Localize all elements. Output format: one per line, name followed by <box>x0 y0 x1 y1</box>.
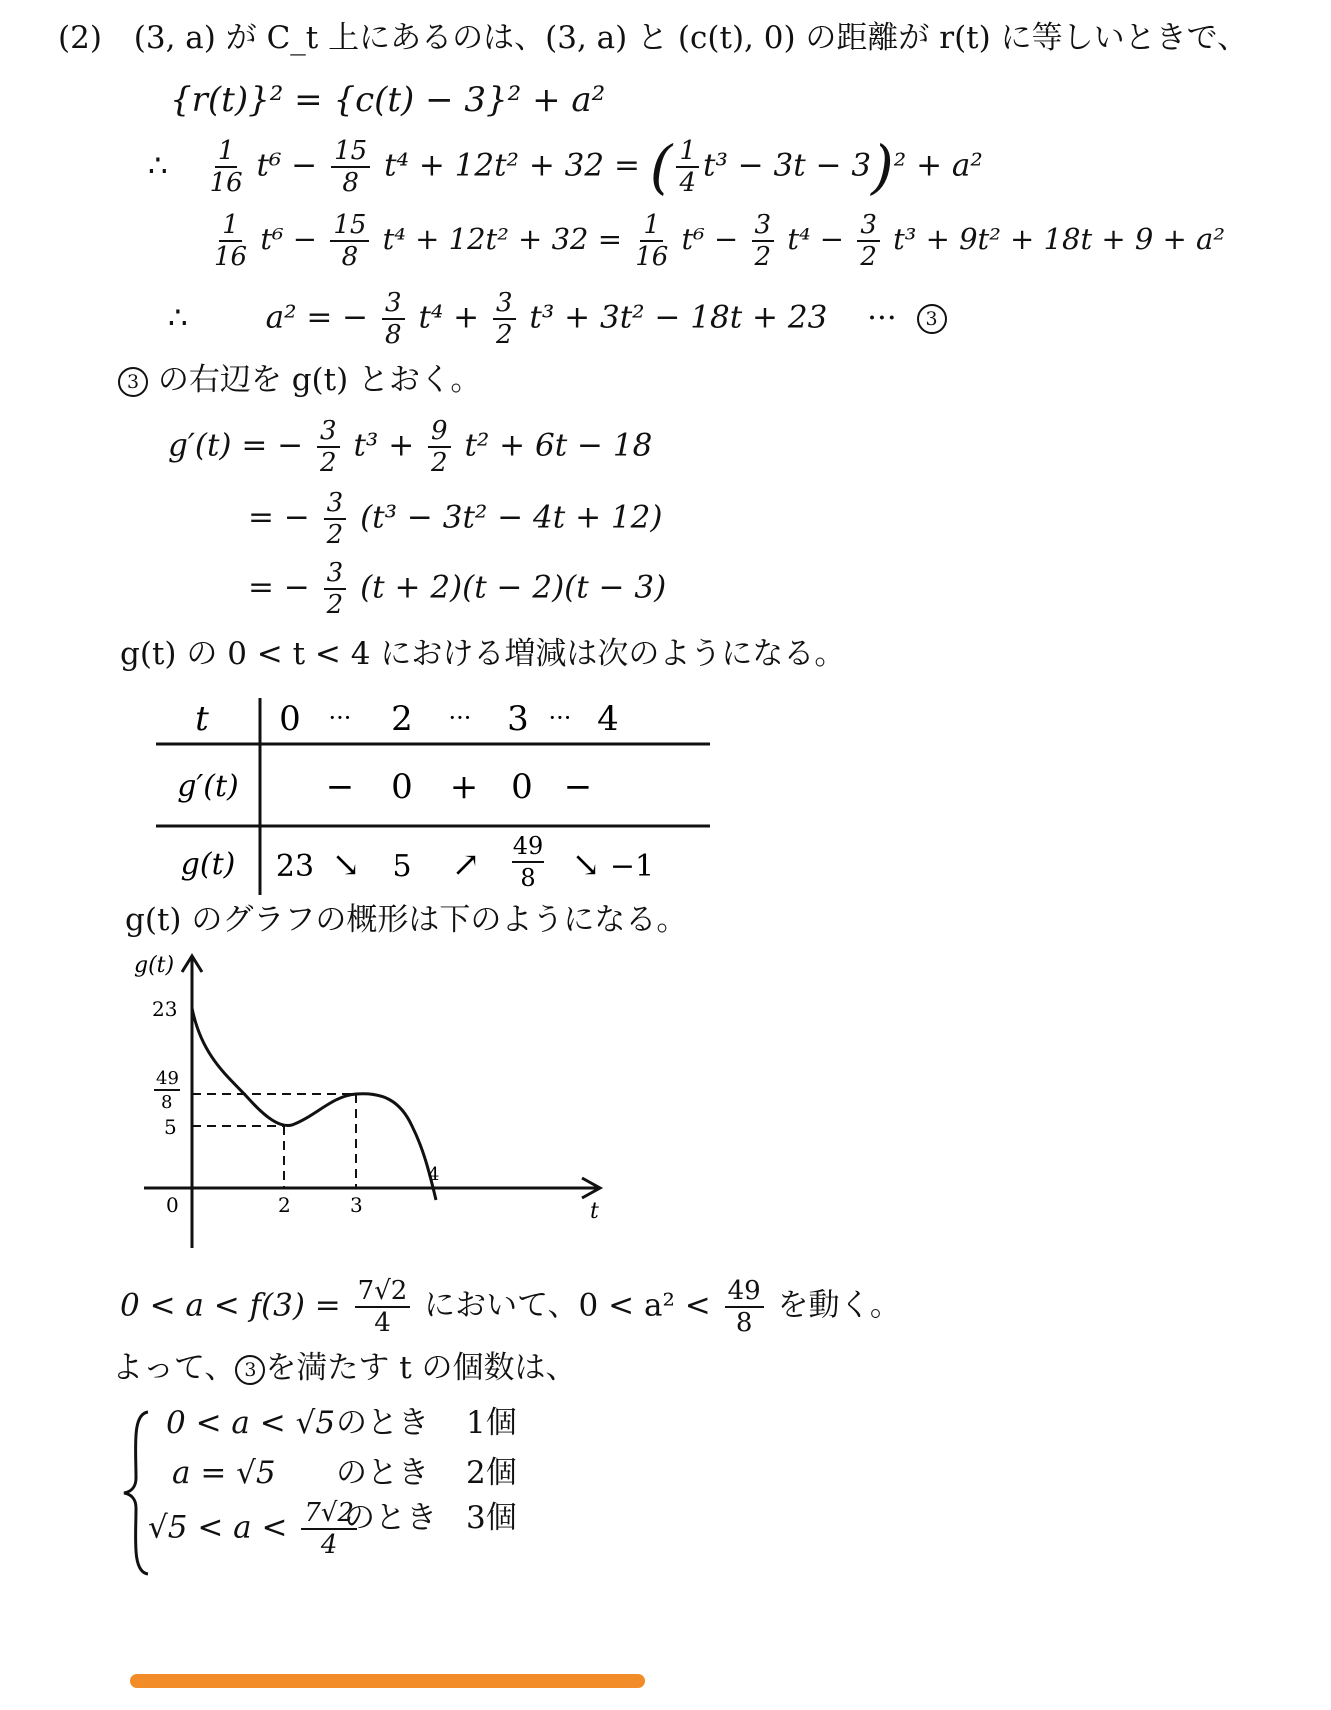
y-axis-label: g(t) <box>134 953 175 978</box>
case-count: 3個 <box>466 1500 517 1536</box>
highlight-underline <box>130 1674 645 1688</box>
y-tick-5: 5 <box>164 1115 177 1139</box>
circled-number: 3 <box>118 367 148 397</box>
case-row-1 <box>166 1405 517 1442</box>
sign-cell: − <box>325 767 355 807</box>
case-count: 1個 <box>466 1405 517 1441</box>
case-row-3 <box>148 1498 517 1560</box>
x-tick-4: 4 <box>428 1164 440 1185</box>
fraction: $\frac{1}{16}$ <box>209 136 243 198</box>
g-frac-den: 8 <box>520 864 536 892</box>
decrease-arrow: ↘ <box>571 845 601 885</box>
left-paren: ( <box>649 132 673 201</box>
ellipsis: ··· <box>867 299 897 336</box>
sign-cell: 0 <box>391 767 413 807</box>
t-val: 0 <box>279 699 301 739</box>
t-val: 3 <box>507 699 529 739</box>
t-val: 4 <box>597 699 619 739</box>
sign-cell: 0 <box>511 767 533 807</box>
x-tick-2: 2 <box>278 1193 291 1217</box>
equation-line-2: ∴ $\frac{1}{16}$ t⁶ − $\frac{15}{8}$ t⁴ + 12t² + 32 = ( $\frac{1}{4}$ t³ − 3t − 3)² + a² <box>148 132 983 201</box>
range-line: 0 < a < f(3) = $\frac{7√2}{4}$ において、0 < a² < $\frac{49}{8}$ を動く。 <box>120 1276 901 1338</box>
graph-intro: g(t) のグラフの概形は下のようになる。 <box>125 902 688 938</box>
circled-number: 3 <box>235 1355 265 1385</box>
fraction: $\frac{3}{2}$ <box>317 418 340 476</box>
case-count: 2個 <box>466 1455 517 1491</box>
equation-line-4: ∴ a² = − $\frac{3}{8}$ t⁴ + $\frac{3}{2}$ t³ + 3t² − 18t + 23 ··· 3 <box>168 290 947 348</box>
table-intro: g(t) の 0 < t < 4 における増減は次のようになる。 <box>120 636 846 672</box>
equation-line-1 <box>170 80 605 121</box>
table-header-t: t <box>195 699 209 739</box>
t-dots: ··· <box>448 704 472 732</box>
sign-cell: + <box>449 767 479 807</box>
g-value: −1 <box>609 849 655 884</box>
problem-number: (2) <box>58 20 102 56</box>
y-tick-23: 23 <box>152 997 178 1021</box>
fraction: $\frac{49}{8}$ <box>725 1278 764 1336</box>
fraction: $\frac{9}{2}$ <box>428 418 451 476</box>
g-value: 23 <box>275 849 315 884</box>
y-tick-49-8-den: 8 <box>161 1092 173 1113</box>
case-condition: 0 < a < √5 <box>166 1405 336 1441</box>
conclusion-intro: よって、 3 を満たす t の個数は、 <box>112 1350 577 1386</box>
define-line <box>118 362 481 399</box>
x-tick-3: 3 <box>350 1193 363 1217</box>
equation-line-3: $\frac{1}{16}$ t⁶ − $\frac{15}{8}$ t⁴ + 12t² + 32 = $\frac{1}{16}$ t⁶ − $\frac{3}{2}$ t⁴ − $\frac{3}{2}$ t³ + 9t² + 18t + 9 + a² <box>214 210 1225 272</box>
derivative-line-3: = − $\frac{3}{2}$ (t + 2)(t − 2)(t − 3) <box>248 558 667 620</box>
right-paren: ) <box>871 132 894 201</box>
case-when: のとき <box>336 1455 429 1491</box>
case-condition: a = √5 <box>172 1455 276 1491</box>
therefore-symbol: ∴ <box>168 299 188 336</box>
problem-header <box>58 20 1248 57</box>
case-when: のとき <box>344 1500 437 1536</box>
t-dots: ··· <box>548 704 572 732</box>
case-row-2 <box>172 1455 517 1492</box>
table-header-gprime: g′(t) <box>177 769 239 804</box>
define-text: の右辺を g(t) とおく。 <box>157 362 482 398</box>
fraction: $\frac{1}{16}$ <box>214 210 248 272</box>
g-value: 5 <box>392 849 412 884</box>
fraction: $\frac{15}{8}$ <box>330 212 369 270</box>
fraction: $\frac{1}{4}$ <box>676 138 699 196</box>
fraction: $\frac{3}{2}$ <box>857 212 880 270</box>
header-text: (3, a) が C_t 上にあるのは、(3, a) と (c(t), 0) の距離が r(t) に等しいときで、 <box>133 20 1248 56</box>
variation-table <box>150 690 710 905</box>
y-tick-49-8-num: 49 <box>156 1068 179 1089</box>
therefore-symbol: ∴ <box>148 147 168 184</box>
fraction: $\frac{7√2}{4}$ <box>301 1500 357 1558</box>
fraction: $\frac{7√2}{4}$ <box>355 1278 411 1336</box>
fraction: $\frac{3}{2}$ <box>324 490 347 548</box>
case-condition: √5 < a < <box>148 1509 288 1546</box>
origin-label: 0 <box>166 1193 179 1217</box>
t-dots: ··· <box>328 704 352 732</box>
table-header-g: g(t) <box>180 847 236 882</box>
fraction: $\frac{3}{2}$ <box>493 290 516 348</box>
equation-1-text: {r(t)}² = {c(t) − 3}² + a² <box>170 80 606 120</box>
fraction: $\frac{3}{2}$ <box>752 212 775 270</box>
t-val: 2 <box>391 699 413 739</box>
case-when: のとき <box>336 1405 429 1441</box>
increase-arrow: ↗ <box>451 845 481 885</box>
decrease-arrow: ↘ <box>331 845 361 885</box>
g-frac-num: 49 <box>512 832 544 860</box>
fraction: $\frac{15}{8}$ <box>331 138 370 196</box>
g-curve <box>192 1008 436 1200</box>
function-graph <box>120 948 660 1278</box>
x-axis-label: t <box>590 1199 599 1224</box>
fraction: $\frac{1}{16}$ <box>635 210 669 272</box>
fraction: $\frac{3}{2}$ <box>324 560 347 618</box>
derivative-line-1: g′(t) = − $\frac{3}{2}$ t³ + $\frac{9}{2}$ t² + 6t − 18 <box>168 416 653 478</box>
sign-cell: − <box>563 767 593 807</box>
fraction: $\frac{3}{8}$ <box>382 290 405 348</box>
derivative-line-2: = − $\frac{3}{2}$ (t³ − 3t² − 4t + 12) <box>248 488 663 550</box>
circled-number: 3 <box>917 304 947 334</box>
